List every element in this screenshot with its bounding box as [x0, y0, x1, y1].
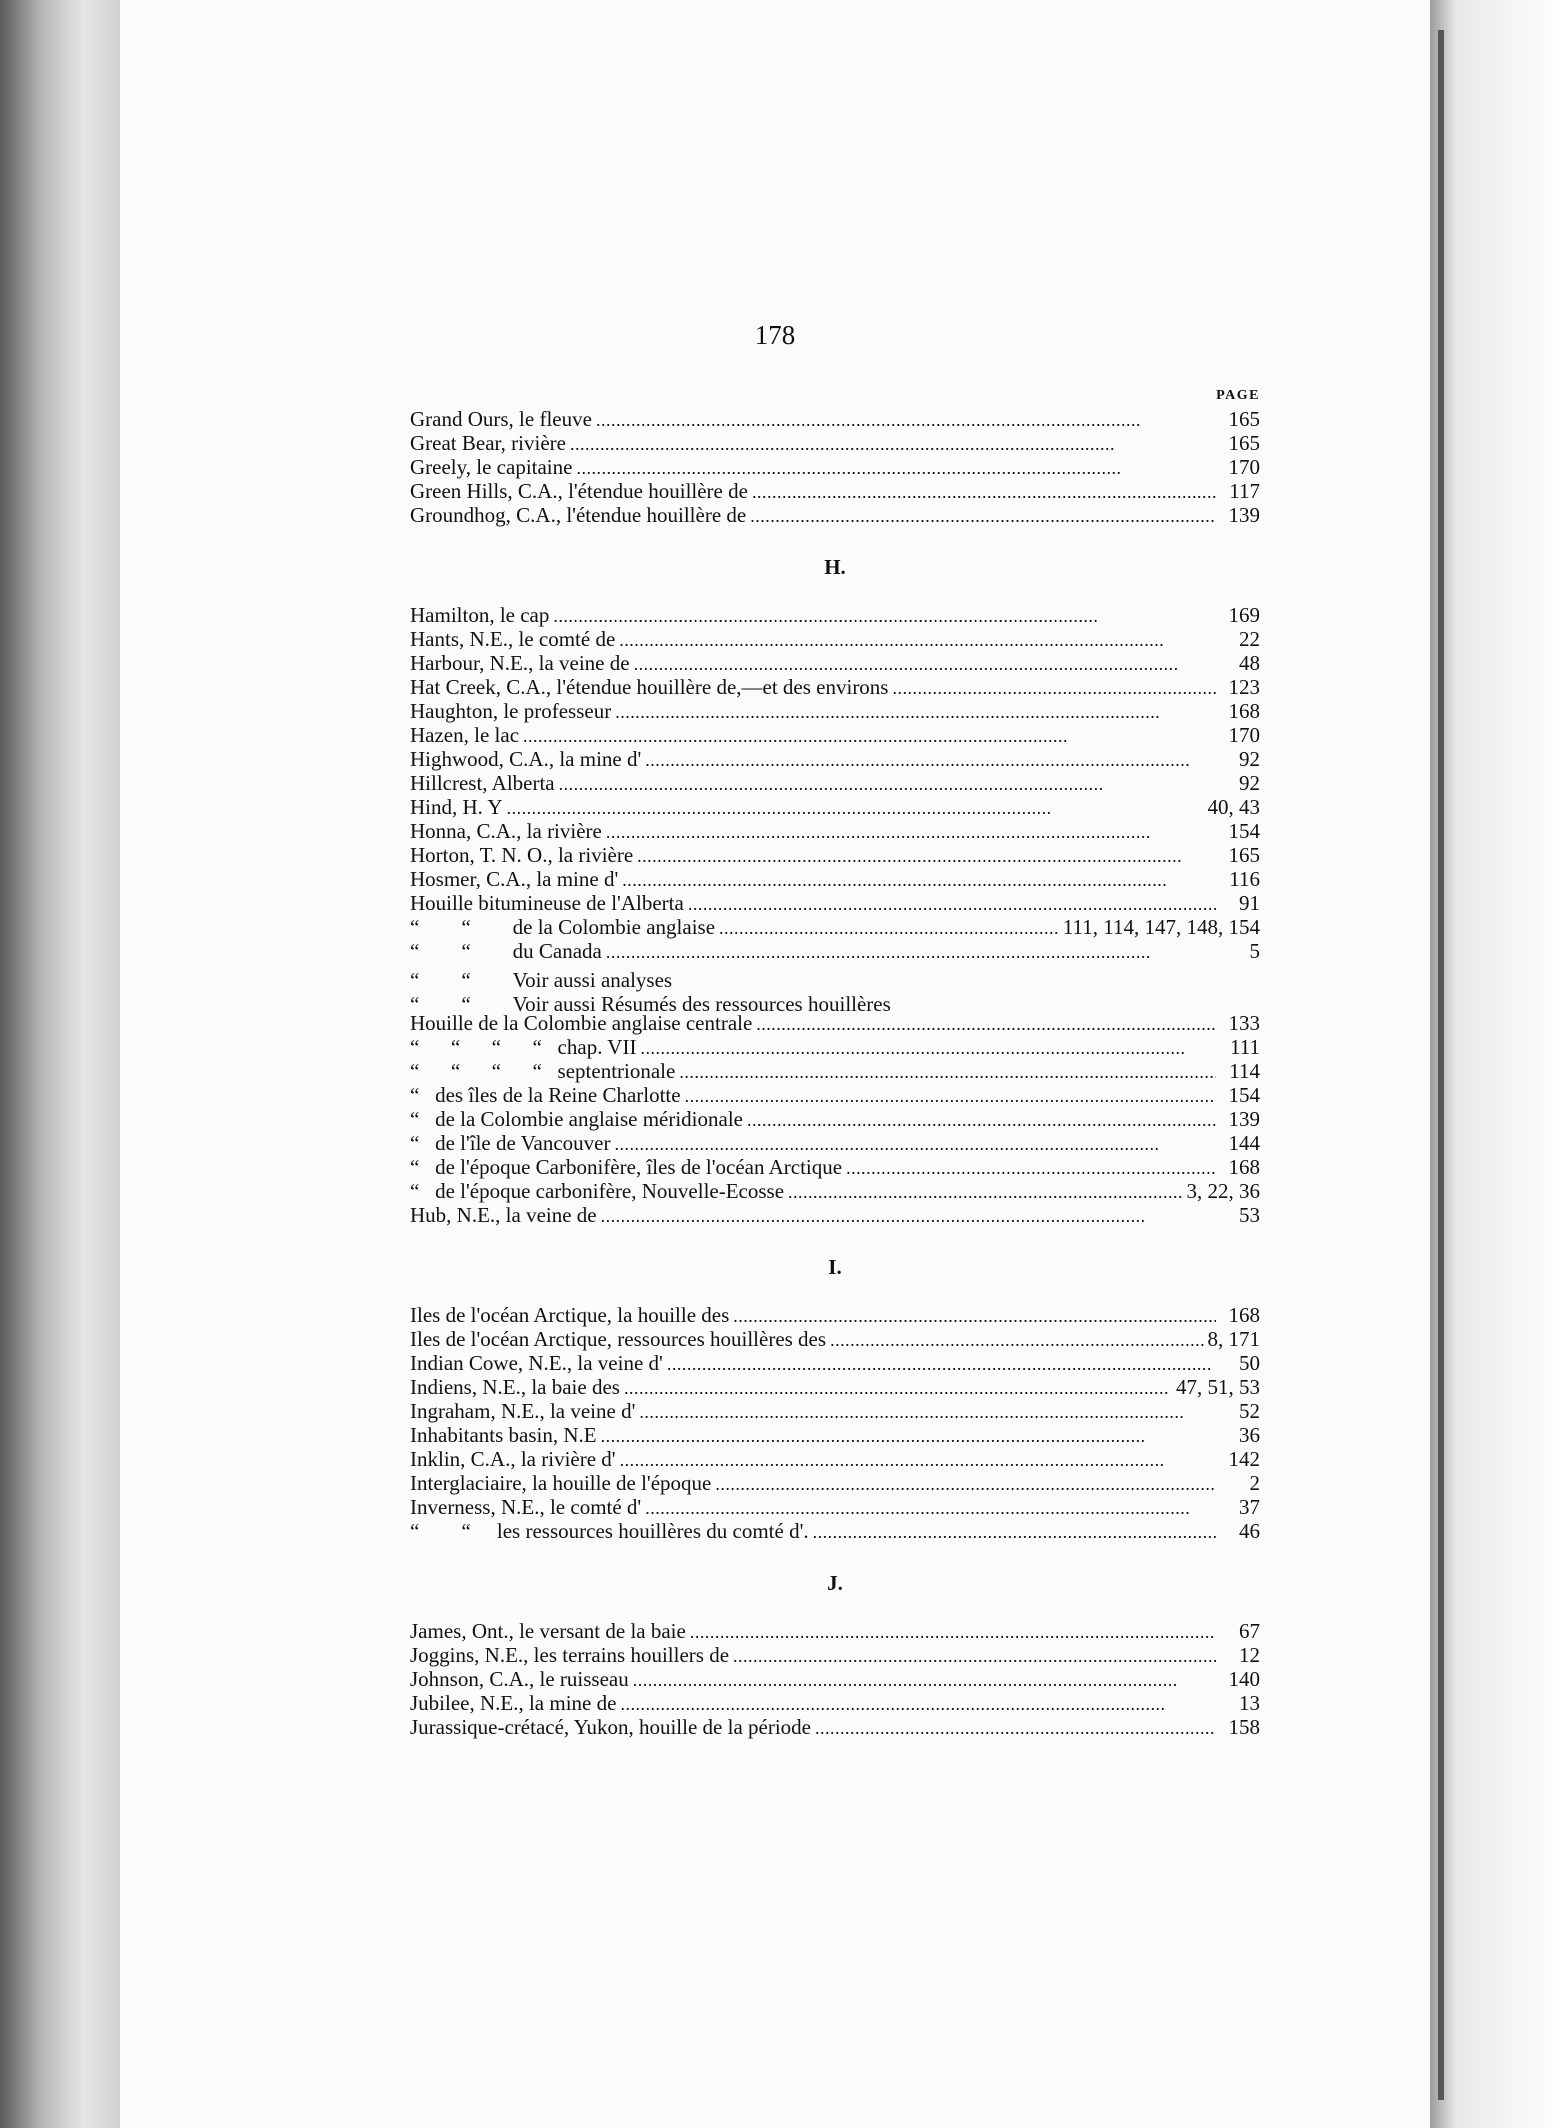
dot-leader	[639, 1399, 1216, 1423]
dot-leader	[747, 1107, 1216, 1131]
index-term: Indiens, N.E., la baie des	[410, 1375, 620, 1399]
index-term: Voir aussi analyses	[512, 968, 673, 992]
index-term: Honna, C.A., la rivière	[410, 819, 602, 843]
dot-leader	[895, 987, 1216, 1011]
index-term: de l'époque Carbonifère, îles de l'océan Arctique	[435, 1155, 843, 1179]
index-entry	[410, 1399, 1260, 1423]
index-term: du Canada	[512, 939, 602, 963]
index-term: Hamilton, le cap	[410, 603, 550, 627]
dot-leader	[750, 503, 1216, 527]
index-term: Houille bitumineuse de l'Alberta	[410, 891, 684, 915]
index-term: Voir aussi Résumés des ressources houillères	[512, 992, 891, 1016]
index-page-refs: 168	[1228, 699, 1260, 723]
dot-leader	[596, 407, 1216, 431]
index-entry	[410, 651, 1260, 675]
index-page-refs: 53	[1239, 1203, 1260, 1227]
index-entry	[410, 795, 1260, 819]
ditto-marks: “ “	[410, 1519, 497, 1543]
index-page-refs: 123	[1228, 675, 1260, 699]
index-page-refs: 117	[1229, 479, 1260, 503]
index-entry	[410, 503, 1260, 527]
index-page-refs: 165	[1228, 431, 1260, 455]
index-page-refs: 92	[1239, 747, 1260, 771]
index-term: Inverness, N.E., le comté d'	[410, 1495, 642, 1519]
ditto-marks: “	[410, 1083, 436, 1107]
index-page-refs: 67	[1239, 1619, 1260, 1643]
index-page-refs: 50	[1239, 1351, 1260, 1375]
index-term: Iles de l'océan Arctique, la houille des	[410, 1303, 730, 1327]
index-entry	[410, 867, 1260, 891]
dot-leader	[624, 1375, 1172, 1399]
dot-leader	[645, 747, 1216, 771]
index-entry	[410, 675, 1260, 699]
index-page-refs: 169	[1228, 603, 1260, 627]
index-entry	[410, 1667, 1260, 1691]
index-term: Horton, T. N. O., la rivière	[410, 843, 634, 867]
dot-leader	[815, 1715, 1216, 1739]
index-page-refs: 154	[1228, 819, 1260, 843]
index-entry	[410, 843, 1260, 867]
dot-leader	[637, 843, 1216, 867]
index-term: septentrionale	[557, 1059, 676, 1083]
index-term: les ressources houillères du comté d'.	[496, 1519, 809, 1543]
index-term: Green Hills, C.A., l'étendue houillère de	[410, 479, 748, 503]
dot-leader	[619, 627, 1216, 651]
index-page-refs: 46	[1239, 1519, 1260, 1543]
index-term: Grand Ours, le fleuve	[410, 407, 592, 431]
index-page-refs: 139	[1228, 1107, 1260, 1131]
index-page-refs: 36	[1239, 1423, 1260, 1447]
dot-leader	[892, 675, 1216, 699]
index-page-refs: 48	[1239, 651, 1260, 675]
index-entry	[410, 1519, 1260, 1543]
index-entry	[410, 431, 1260, 455]
dot-leader	[688, 891, 1216, 915]
dot-leader	[559, 771, 1216, 795]
dot-leader	[830, 1327, 1203, 1351]
index-entry	[410, 1011, 1260, 1035]
index-term: Hub, N.E., la veine de	[410, 1203, 597, 1227]
index-entry	[410, 963, 1260, 992]
index-entry	[410, 603, 1260, 627]
dot-leader	[553, 603, 1216, 627]
page-number: 178	[754, 320, 796, 350]
ditto-marks: “ “	[410, 939, 513, 963]
dot-leader	[615, 699, 1216, 723]
index-term: Interglaciaire, la houille de l'époque	[410, 1471, 712, 1495]
index-group-h	[410, 603, 1260, 1227]
index-group-i	[410, 1303, 1260, 1543]
book-page	[120, 0, 1430, 2128]
dot-leader	[690, 1619, 1216, 1643]
dot-leader	[634, 651, 1216, 675]
dot-leader	[752, 479, 1216, 503]
dot-leader	[620, 1691, 1216, 1715]
index-page-refs: 170	[1228, 723, 1260, 747]
dot-leader	[676, 963, 1216, 987]
index-page-refs: 170	[1228, 455, 1260, 479]
dot-leader	[685, 1083, 1216, 1107]
dot-leader	[813, 1519, 1216, 1543]
index-term: Iles de l'océan Arctique, ressources houillères des	[410, 1327, 827, 1351]
index-entry	[410, 407, 1260, 431]
index-entry	[410, 1447, 1260, 1471]
index-entry	[410, 1203, 1260, 1227]
ditto-marks: “	[410, 1107, 436, 1131]
ditto-marks: “ “	[410, 968, 513, 992]
index-term: Hillcrest, Alberta	[410, 771, 555, 795]
index-entry	[410, 699, 1260, 723]
dot-leader	[679, 1059, 1216, 1083]
dot-leader	[645, 1495, 1216, 1519]
dot-leader	[622, 867, 1216, 891]
section-heading-i: I.	[828, 1255, 842, 1279]
index-term: Inhabitants basin, N.E	[410, 1423, 597, 1447]
index-term: Hosmer, C.A., la mine d'	[410, 867, 619, 891]
index-entry	[410, 771, 1260, 795]
index-page-refs: 111	[1230, 1035, 1260, 1059]
index-group-g	[410, 407, 1260, 527]
index-term: Harbour, N.E., la veine de	[410, 651, 630, 675]
index-term: de l'île de Vancouver	[435, 1131, 611, 1155]
index-term: Inklin, C.A., la rivière d'	[410, 1447, 616, 1471]
index-entry	[410, 1327, 1260, 1351]
index-entry	[410, 1495, 1260, 1519]
index-entry	[410, 939, 1260, 963]
index-term: Hat Creek, C.A., l'étendue houillère de,—et des environs	[410, 675, 889, 699]
section-heading-j: J.	[827, 1571, 843, 1595]
dot-leader	[733, 1303, 1216, 1327]
index-page-refs: 116	[1229, 867, 1260, 891]
index-list	[410, 385, 1260, 1739]
dot-leader	[606, 939, 1216, 963]
index-entry	[410, 1351, 1260, 1375]
index-entry	[410, 891, 1260, 915]
index-page-refs: 142	[1228, 1447, 1260, 1471]
index-term: Greely, le capitaine	[410, 455, 573, 479]
index-entry	[410, 1155, 1260, 1179]
index-group-j	[410, 1619, 1260, 1739]
index-term: Hind, H. Y	[410, 795, 503, 819]
ditto-marks: “	[410, 1131, 436, 1155]
dot-leader	[570, 431, 1216, 455]
index-term: de la Colombie anglaise méridionale	[435, 1107, 743, 1131]
index-entry	[410, 479, 1260, 503]
dot-leader	[633, 1667, 1216, 1691]
dot-leader	[788, 1179, 1182, 1203]
index-page-refs: 5	[1249, 939, 1260, 963]
dot-leader	[606, 819, 1216, 843]
index-page-refs: 165	[1228, 843, 1260, 867]
section-heading-h: H.	[824, 555, 846, 579]
ditto-marks: “	[410, 1155, 436, 1179]
index-term: James, Ont., le versant de la baie	[410, 1619, 686, 1643]
index-entry	[410, 1179, 1260, 1203]
index-entry	[410, 1423, 1260, 1447]
index-page-refs: 3, 22, 36	[1186, 1179, 1260, 1203]
index-entry	[410, 1107, 1260, 1131]
index-entry	[410, 1375, 1260, 1399]
index-term: Groundhog, C.A., l'étendue houillère de	[410, 503, 747, 527]
dot-leader	[601, 1423, 1216, 1447]
index-term: Houille de la Colombie anglaise centrale	[410, 1011, 753, 1035]
index-term: chap. VII	[557, 1035, 637, 1059]
index-term: Jubilee, N.E., la mine de	[410, 1691, 617, 1715]
index-page-refs: 2	[1249, 1471, 1260, 1495]
index-page-refs: 47, 51, 53	[1176, 1375, 1260, 1399]
index-term: Great Bear, rivière	[410, 431, 566, 455]
index-page-refs: 13	[1239, 1691, 1260, 1715]
index-term: Johnson, C.A., le ruisseau	[410, 1667, 629, 1691]
dot-leader	[719, 915, 1059, 939]
dot-leader	[756, 1011, 1216, 1035]
index-entry	[410, 1643, 1260, 1667]
index-page-refs: 111, 114, 147, 148, 154	[1062, 915, 1260, 939]
index-page-refs: 8, 171	[1207, 1327, 1260, 1351]
ditto-marks: “	[410, 1179, 436, 1203]
index-entry	[410, 1303, 1260, 1327]
index-entry	[410, 747, 1260, 771]
dot-leader	[523, 723, 1216, 747]
ditto-marks: “ “	[410, 915, 513, 939]
dot-leader	[620, 1447, 1216, 1471]
index-term: Hants, N.E., le comté de	[410, 627, 616, 651]
dot-leader	[846, 1155, 1216, 1179]
index-term: de l'époque carbonifère, Nouvelle-Ecosse	[435, 1179, 785, 1203]
index-term: de la Colombie anglaise	[512, 915, 716, 939]
index-page-refs: 154	[1228, 1083, 1260, 1107]
index-term: Ingraham, N.E., la veine d'	[410, 1399, 636, 1423]
book-spine	[0, 0, 120, 2128]
dot-leader	[601, 1203, 1216, 1227]
dot-leader	[507, 795, 1204, 819]
index-entry	[410, 1691, 1260, 1715]
index-page-refs: 52	[1239, 1399, 1260, 1423]
index-entry	[410, 1131, 1260, 1155]
dot-leader	[715, 1471, 1216, 1495]
index-term: des îles de la Reine Charlotte	[435, 1083, 681, 1107]
index-page-refs: 91	[1239, 891, 1260, 915]
index-term: Jurassique-crétacé, Yukon, houille de la période	[410, 1715, 811, 1739]
index-entry	[410, 819, 1260, 843]
index-entry	[410, 627, 1260, 651]
index-page-refs: 158	[1228, 1715, 1260, 1739]
index-term: Haughton, le professeur	[410, 699, 612, 723]
index-page-refs: 133	[1228, 1011, 1260, 1035]
ditto-marks: “ “	[410, 992, 513, 1016]
dot-leader	[576, 455, 1216, 479]
index-page-refs: 144	[1228, 1131, 1260, 1155]
dot-leader	[667, 1351, 1216, 1375]
dot-leader	[733, 1643, 1216, 1667]
index-page-refs: 168	[1228, 1155, 1260, 1179]
index-page-refs: 114	[1229, 1059, 1260, 1083]
index-page-refs: 40, 43	[1207, 795, 1260, 819]
index-term: Indian Cowe, N.E., la veine d'	[410, 1351, 663, 1375]
index-entry	[410, 1083, 1260, 1107]
facing-page-edge	[1430, 0, 1560, 2128]
ditto-marks: “ “ “ “	[410, 1035, 558, 1059]
index-page-refs: 92	[1239, 771, 1260, 795]
index-page-refs: 22	[1239, 627, 1260, 651]
index-page-refs: 165	[1228, 407, 1260, 431]
index-entry	[410, 455, 1260, 479]
index-entry	[410, 1059, 1260, 1083]
page-column-label: PAGE	[1216, 388, 1260, 403]
index-term: Highwood, C.A., la mine d'	[410, 747, 642, 771]
dot-leader	[640, 1035, 1216, 1059]
index-entry	[410, 1619, 1260, 1643]
dot-leader	[615, 1131, 1217, 1155]
index-entry	[410, 1715, 1260, 1739]
index-entry	[410, 1471, 1260, 1495]
ditto-marks: “ “ “ “	[410, 1059, 558, 1083]
index-term: Joggins, N.E., les terrains houillers de	[410, 1643, 730, 1667]
index-entry	[410, 1035, 1260, 1059]
index-term: Hazen, le lac	[410, 723, 520, 747]
index-page-refs: 12	[1239, 1643, 1260, 1667]
index-page-refs: 168	[1228, 1303, 1260, 1327]
index-page-refs: 139	[1228, 503, 1260, 527]
index-page-refs: 37	[1239, 1495, 1260, 1519]
index-entry	[410, 723, 1260, 747]
index-entry	[410, 915, 1260, 939]
index-page-refs: 140	[1228, 1667, 1260, 1691]
